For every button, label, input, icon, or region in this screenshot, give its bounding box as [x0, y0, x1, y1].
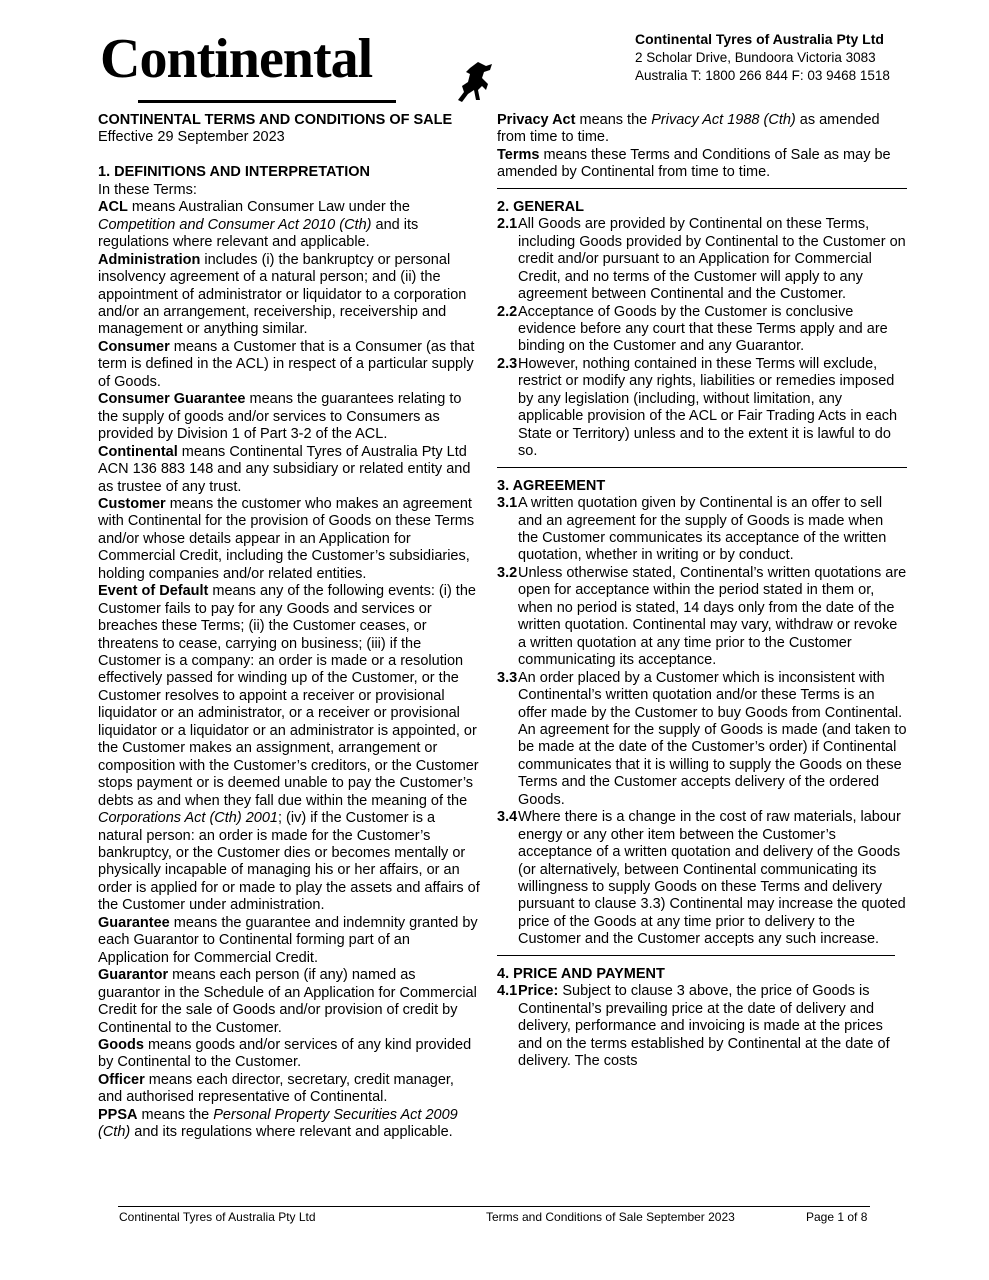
- section-divider: [497, 955, 895, 956]
- footer-document-title: Terms and Conditions of Sale September 2023: [486, 1210, 735, 1224]
- company-info: [635, 30, 890, 86]
- clause-2-1: 2.1 All Goods are provided by Continental on these Terms, including Goods provided by Continental to the Customer on credit and/or pursuant to an Application for Commercial Credit, and no terms of the Customer will apply to any agreement between Continental and the Customer.: [497, 216, 906, 303]
- definition-guarantor: Guarantor means each person (if any) named as guarantor in the Schedule of an Application for Commercial Credit for the sale of Goods and/or provision of credit by Continental to the Customer.: [98, 967, 477, 1036]
- definition-event-of-default: Event of Default means any of the following events: (i) the Customer fails to pay for any Goods and services or breaches these Terms; (ii) the Customer ceases, or threatens to cease, carrying on business; (iii) if the Customer is a company: an order is made or a resolution effectively passed for winding up of the Customer, or the Customer resolves to appoint a receiver or provisional liquidator or an administrator, or a receiver or provisional liquidator or a liquidator or an administrator is appointed, or the Customer makes an assignment, arrangement or composition with the Customer’s creditors, or the Customer stops payment or is deemed unable to pay the Customer’s debts as and when they fall due within the meaning of the Corporations Act (Cth) 2001; (iv) if the Customer is a natural person: an order is made for the Customer’s bankruptcy, or the Customer dies or becomes mentally or physically incapable of managing his or her affairs, or an order is applied for or made to play the assets and affairs of the Customer under administration.: [98, 583, 480, 914]
- definition-privacy-act: Privacy Act means the Privacy Act 1988 (Cth) as amended from time to time.: [497, 112, 880, 146]
- logo-underline: [138, 100, 396, 103]
- definition-officer: Officer means each director, secretary, credit manager, and authorised representative of Continental.: [98, 1071, 454, 1106]
- clause-3-1: 3.1 A written quotation given by Continental is an offer to sell and an agreement for the supply of Goods is made when the Customer communicates its acceptance of the written quotation, whether in writing or by conduct.: [497, 495, 887, 564]
- section-4-heading: 4. PRICE AND PAYMENT: [497, 965, 665, 982]
- definition-ppsa: PPSA means the Personal Property Securities Act 2009 (Cth) and its regulations where relevant and applicable.: [98, 1106, 458, 1141]
- definitions-intro: In these Terms:: [98, 181, 197, 198]
- right-column: [497, 112, 907, 1071]
- company-name: Continental Tyres of Australia Pty Ltd: [635, 31, 884, 47]
- company-contact: Australia T: 1800 266 844 F: 03 9468 1518: [635, 68, 890, 83]
- clause-2-2: 2.2 Acceptance of Goods by the Customer is conclusive evidence before any court that these Terms apply and are binding on the Customer and any Guarantor.: [497, 303, 888, 355]
- definition-terms: Terms means these Terms and Conditions of Sale as may be amended by Continental from time to time.: [497, 146, 891, 181]
- footer-rule: [118, 1206, 870, 1207]
- section-divider: [497, 188, 907, 189]
- clause-4-1: 4.1 Price: Subject to clause 3 above, the price of Goods is Continental’s prevailing price at the date of delivery and delivery, performance and invoicing is made at the prices and on the terms established by Continental at the date of delivery. The costs: [497, 983, 890, 1070]
- rearing-horse-icon: [448, 60, 496, 104]
- company-address: 2 Scholar Drive, Bundoora Victoria 3083: [635, 49, 876, 65]
- section-3-heading: 3. AGREEMENT: [497, 477, 606, 494]
- footer-page-number: Page 1 of 8: [806, 1210, 868, 1224]
- section-1-heading: 1. DEFINITIONS AND INTERPRETATION: [98, 164, 371, 181]
- section-2-heading: 2. GENERAL: [497, 198, 585, 215]
- section-divider: [497, 467, 907, 468]
- clause-3-3: 3.3 An order placed by a Customer which is inconsistent with Continental’s written quotation and/or these Terms is an offer made by the Customer to buy Goods from Continental. An agreement for the supply of Goods is made (and taken to be made at the date of the Customer’s order) if Continental communicates that it is willing to supply the Goods on these Terms and the Customer accepts delivery of the ordered Goods.: [497, 669, 907, 808]
- effective-date: Effective 29 September 2023: [98, 129, 285, 146]
- clause-2-3: 2.3 However, nothing contained in these Terms will exclude, restrict or modify any rights, liabilities or remedies imposed by any legislation (including, without limitation, any applicable provision of the ACL or Fair Trading Acts in each State or Territory) unless and to the extent it is lawful to do so.: [497, 355, 898, 460]
- document-title: CONTINENTAL TERMS AND CONDITIONS OF SALE: [98, 112, 453, 128]
- definition-guarantee: Guarantee means the guarantee and indemnity granted by each Guarantor to Continental forming part of an Application for Commercial Credit.: [98, 914, 478, 966]
- clause-3-4: 3.4 Where there is a change in the cost of raw materials, labour energy or any other item between the Customer’s acceptance of a written quotation and delivery of the Goods (or alternatively, between Continental communicating its willingness to supply Goods on these Terms and delivery pursuant to clause 3.3) Continental may increase the quoted price of the Goods at any time prior to delivery to the Customer and the Customer accepts any such increase.: [497, 809, 906, 948]
- definition-consumer: Consumer means a Customer that is a Consumer (as that term is defined in the ACL) in respect of a particular supply of Goods.: [98, 338, 475, 390]
- definition-consumer-guarantee: Consumer Guarantee means the guarantees relating to the supply of goods and/or services to Consumers as provided by Division 1 of Part 3-2 of the ACL.: [98, 391, 462, 443]
- continental-logo: [100, 28, 400, 90]
- definition-goods: Goods means goods and/or services of any kind provided by Continental to the Customer.: [98, 1037, 472, 1071]
- definition-administration: Administration includes (i) the bankruptcy or personal insolvency agreement of a natural person; and (ii) the appointment of administrator or liquidator to a corporation and/or an arrangement, receivership, receivership and management or anything similar.: [98, 251, 467, 338]
- footer-company: Continental Tyres of Australia Pty Ltd: [119, 1210, 316, 1224]
- logo-wordmark: Continental: [100, 28, 373, 90]
- clause-3-2: 3.2 Unless otherwise stated, Continental’s written quotations are open for acceptance within the period stated in them or, when no period is stated, 14 days only from the date of the written quotation. Continental may vary, withdraw or revoke a written quotation at any time prior to the Customer communicating its acceptance.: [497, 564, 907, 669]
- left-column: [98, 112, 480, 1142]
- definition-continental: Continental means Continental Tyres of Australia Pty Ltd ACN 136 883 148 and any subsidiary or related entity and as trustee of any trust.: [98, 443, 471, 495]
- definition-customer: Customer means the customer who makes an agreement with Continental for the provision of Goods on these Terms and/or whose details appear in an Application for Commercial Credit, including the Customer’s subsidiaries, holding companies and/or related entities.: [98, 495, 475, 582]
- definition-acl: ACL means Australian Consumer Law under the Competition and Consumer Act 2010 (Cth) and its regulations where relevant and applicable.: [98, 199, 419, 251]
